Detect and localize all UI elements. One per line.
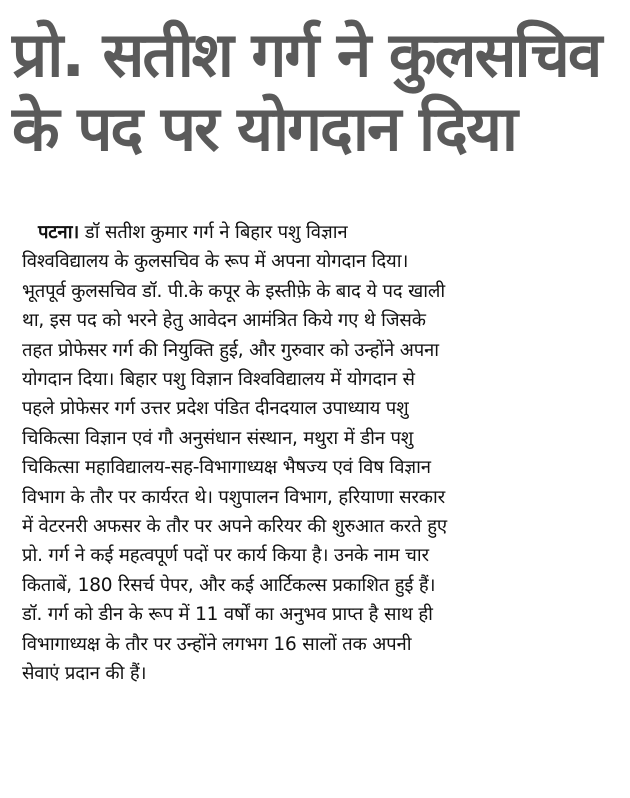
- body-line-15: विभागाध्यक्ष के तौर पर उन्होंने लगभग 16 सालों तक अपनी: [22, 633, 412, 655]
- body-line-7: पहले प्रोफेसर गर्ग उत्तर प्रदेश पंडित दीनदयाल उपाध्याय पशु: [22, 398, 409, 420]
- body-line-14: डॉ. गर्ग को डीन के रूप में 11 वर्षों का अनुभव प्राप्त है साथ ही: [22, 604, 433, 626]
- body-line-13: किताबें, 180 रिसर्च पेपर, और कई आर्टिकल्स प्रकाशित हुई हैं।: [22, 574, 436, 596]
- body-line-9: चिकित्सा महाविद्यालय-सह-विभागाध्यक्ष भैषज्य एवं विष विज्ञान: [22, 457, 431, 479]
- body-line-12: प्रो. गर्ग ने कई महत्वपूर्ण पदों पर कार्य किया है। उनके नाम चार: [22, 545, 429, 567]
- headline-line-2: के पद पर योगदान दिया: [12, 92, 516, 165]
- body-line-3: भूतपूर्व कुलसचिव डॉ. पी.के कपूर के इस्तीफ़े के बाद ये पद खाली: [22, 280, 445, 302]
- headline-line-1: प्रो. सतीश गर्ग ने कुलसचिव: [12, 18, 601, 91]
- body-line-10: विभाग के तौर पर कार्यरत थे। पशुपालन विभाग, हरियाणा सरकार: [22, 486, 445, 508]
- body-line-6: योगदान दिया। बिहार पशु विज्ञान विश्वविद्यालय में योगदान से: [22, 369, 415, 391]
- body-line-16: सेवाएं प्रदान की हैं।: [22, 663, 147, 685]
- body-line-4: था, इस पद को भरने हेतु आवेदन आमंत्रित किये गए थे जिसके: [22, 310, 426, 332]
- body-line-1: [22, 218, 618, 247]
- body-line-2: विश्वविद्यालय के कुलसचिव के रूप में अपना योगदान दिया।: [22, 251, 409, 273]
- headline: [12, 18, 618, 166]
- body-line-11: में वेटरनरी अफसर के तौर पर अपने करियर की शुरुआत करते हुए: [22, 516, 447, 538]
- body-line-1-text: डॉ सतीश कुमार गर्ग ने बिहार पशु विज्ञान: [79, 222, 348, 243]
- article-body: [22, 218, 618, 689]
- body-line-5: तहत प्रोफेसर गर्ग की नियुक्ति हुई, और गुरुवार को उन्होंने अपना: [22, 339, 439, 361]
- body-line-8: चिकित्सा विज्ञान एवं गौ अनुसंधान संस्थान, मथुरा में डीन पशु: [22, 427, 414, 449]
- dateline: पटना।: [38, 222, 80, 243]
